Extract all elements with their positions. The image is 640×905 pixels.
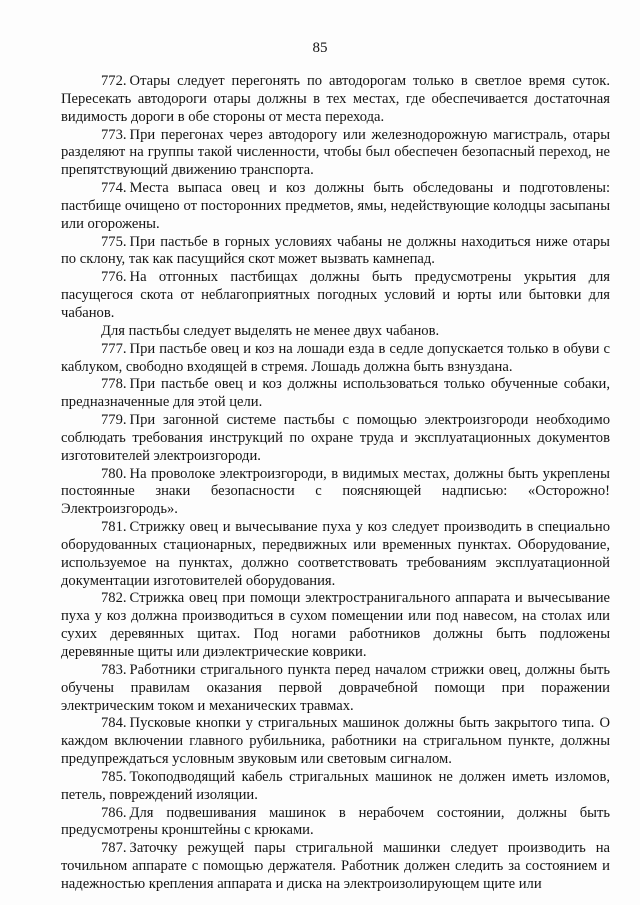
paragraph-text: Пусковые кнопки у стригальных машинок должны быть закрытого типа. О каждом включении главного рубильника, работники на стригальном пункте, должны предупреждаться условным звуковым или световым сигналом. — [61, 715, 610, 768]
paragraph — [61, 341, 610, 377]
paragraph-number: 781. — [101, 519, 127, 536]
paragraph — [61, 412, 610, 466]
paragraph-number: 785. — [101, 768, 127, 785]
paragraph — [61, 73, 610, 127]
paragraph — [61, 590, 610, 661]
paragraph-number: 787. — [101, 840, 127, 857]
paragraph — [61, 715, 610, 769]
paragraph — [61, 769, 610, 805]
paragraph-text: При пастьбе овец и коз на лошади езда в седле допускается только в обуви с каблуком, свободно входящей в стремя. Лошадь должна быть взнуздана. — [61, 340, 610, 375]
paragraph-text: Для пастьбы следует выделять не менее двух чабанов. — [101, 322, 440, 339]
paragraph-text: При перегонах через автодорогу или железнодорожную магистраль, отары разделяют на группы такой численности, чтобы был обеспечен безопасный переход, не препятствующий движению транспорта. — [61, 126, 610, 179]
paragraph — [61, 662, 610, 716]
paragraph — [61, 519, 610, 590]
paragraph-text: При пастьбе овец и коз должны использоваться только обученные собаки, предназначенные для этой цели. — [61, 376, 610, 411]
paragraph-number: 779. — [101, 412, 127, 429]
paragraph — [61, 269, 610, 323]
document-body — [61, 73, 610, 894]
paragraph-number: 784. — [101, 715, 127, 732]
paragraph-number: 786. — [101, 804, 127, 821]
paragraph-text: На отгонных пастбищах должны быть предусмотрены укрытия для пасущегося скота от неблагоприятных погодных условий и юрты или бытовки для чабанов. — [61, 269, 610, 321]
page-number: 85 — [312, 40, 328, 56]
paragraph-number: 773. — [101, 126, 127, 143]
paragraph-text: Работники стригального пункта перед началом стрижки овец, должны быть обучены правилам оказания первой доврачебной помощи при поражении электрическим током и механических травмах. — [61, 661, 610, 714]
paragraph-number: 778. — [101, 376, 127, 393]
paragraph-number: 775. — [101, 233, 127, 250]
paragraph-number: 776. — [101, 269, 127, 286]
paragraph — [61, 376, 610, 412]
paragraph-text: Токоподводящий кабель стригальных машинок не должен иметь изломов, петель, повреждений изоляции. — [61, 768, 610, 803]
paragraph — [61, 323, 610, 341]
paragraph-text: Отары следует перегонять по автодорогам только в светлое время суток. Пересекать автодороги отары должны в тех местах, где обеспечивается достаточная видимость дороги в обе стороны от места перехода. — [61, 73, 610, 125]
paragraph-text: Для подвешивания машинок в нерабочем состоянии, должны быть предусмотрены кронштейны с крюками. — [61, 804, 610, 839]
paragraph — [61, 805, 610, 841]
paragraph-text: Заточку режущей пары стригальной машинки следует производить на точильном аппарате с помощью держателя. Работник должен следить за состоянием и надежностью крепления аппарата и диска на электроизолирующем щите или — [61, 840, 610, 892]
paragraph-text: Места выпаса овец и коз должны быть обследованы и подготовлены: пастбище очищено от посторонних предметов, ямы, недействующие колодцы засыпаны или огорожены. — [61, 180, 610, 232]
paragraph-number: 780. — [101, 465, 127, 482]
paragraph-text: Стрижка овец при помощи электространигального аппарата и вычесывание пуха у коз должна производиться в сухом помещении или под навесом, на столах или сухих деревянных щитах. Под ногами работников должны быть подложены деревянные щиты или диэлектрические коврики. — [61, 590, 610, 660]
paragraph-number: 783. — [101, 661, 127, 678]
paragraph — [61, 127, 610, 181]
paragraph-number: 782. — [101, 590, 127, 607]
paragraph-text: При загонной системе пастьбы с помощью электроизгороди необходимо соблюдать требования инструкций по охране труда и эксплуатационных документов изготовителей электроизгороди. — [61, 412, 610, 464]
paragraph-text: Стрижку овец и вычесывание пуха у коз следует производить в специально оборудованных стационарных, передвижных или временных пунктах. Оборудование, используемое на пунктах, должно соответствовать требованиям эксплуатационной документации изготовителей оборудования. — [61, 519, 610, 589]
paragraph-number: 772. — [101, 73, 127, 89]
paragraph — [61, 180, 610, 234]
paragraph — [61, 840, 610, 894]
paragraph-text: При пастьбе в горных условиях чабаны не должны находиться ниже отары по склону, так как пасущийся скот может вызвать камнепад. — [61, 233, 610, 268]
paragraph — [61, 466, 610, 520]
paragraph-number: 777. — [101, 340, 127, 357]
paragraph-number: 774. — [101, 180, 127, 197]
paragraph — [61, 234, 610, 270]
paragraph-text: На проволоке электроизгороди, в видимых местах, должны быть укреплены постоянные знаки безопасности с поясняющей надписью: «Осторожно! Электроизгородь». — [61, 465, 610, 518]
